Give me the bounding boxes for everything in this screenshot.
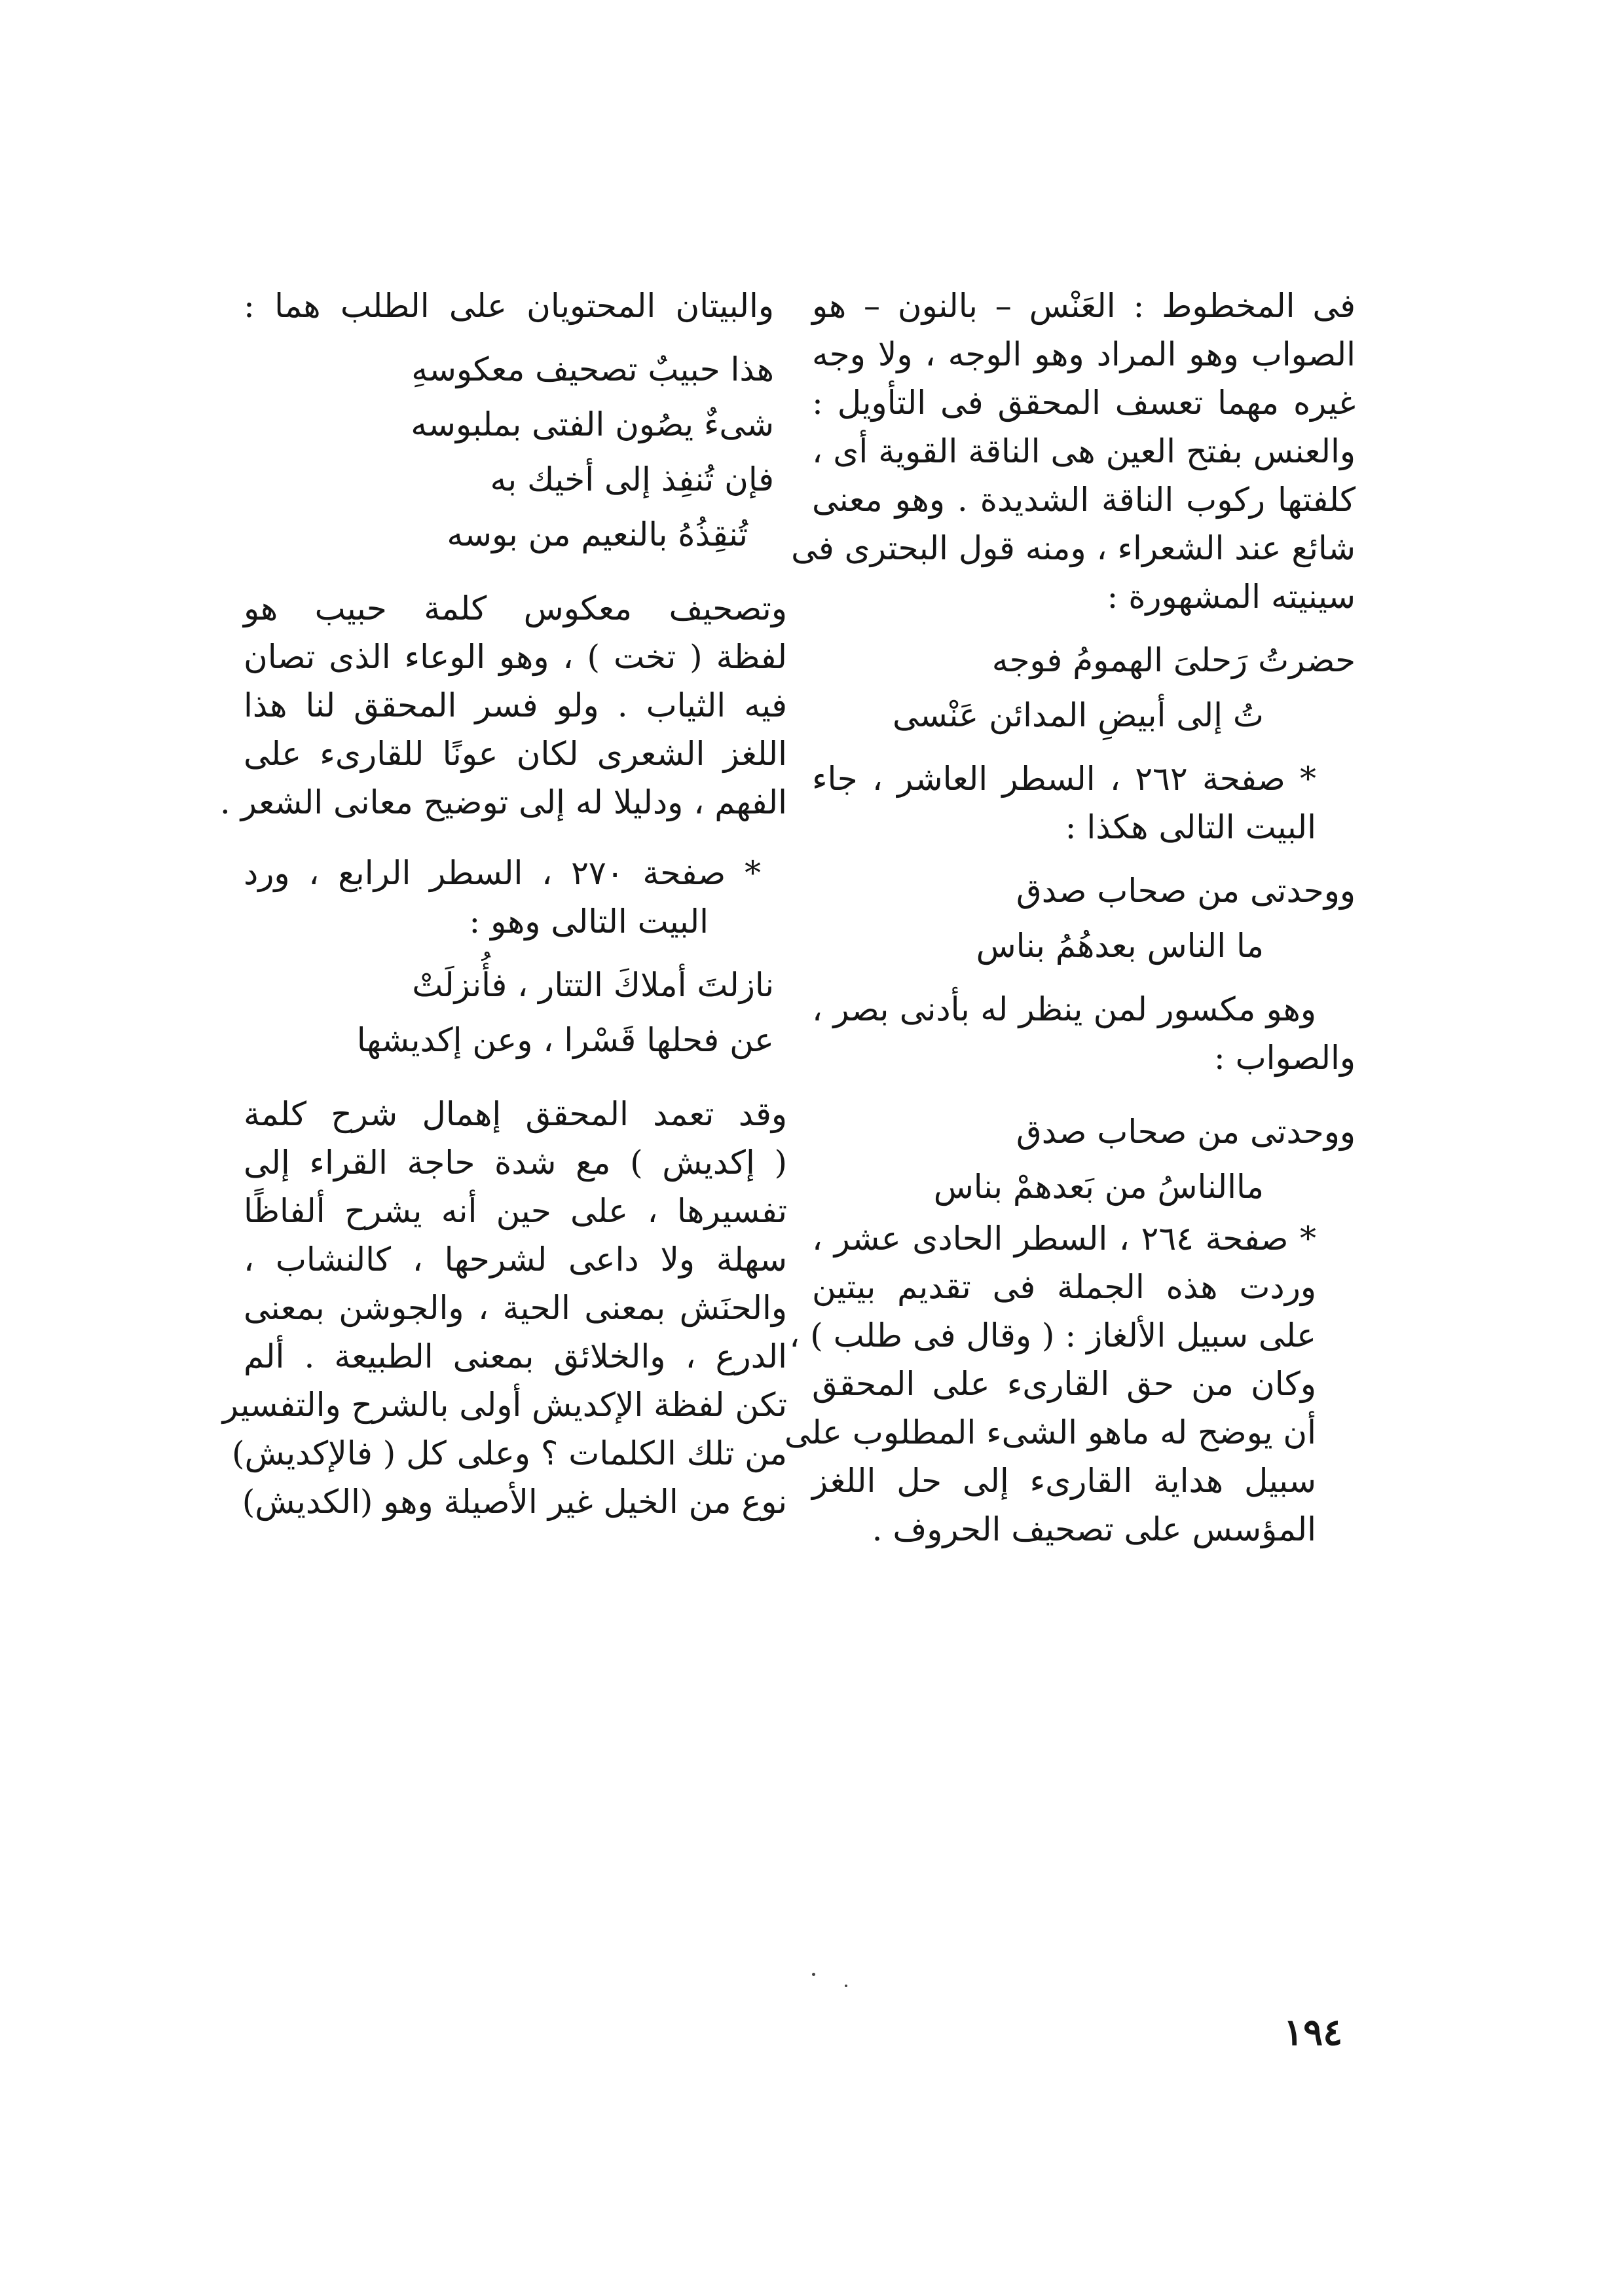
note-line: وهو مكسور لمن ينظر له بأدنى بصر ، bbox=[812, 990, 1316, 1028]
verse-line: حضرتُ رَحلىَ الهمومُ فوجه bbox=[991, 641, 1356, 679]
text-line: من تلك الكلمات ؟ وعلى كل ( فالإكديش) bbox=[232, 1434, 787, 1472]
text-line: ( إكديش ) مع شدة حاجة القراء إلى bbox=[244, 1144, 787, 1182]
note-line: سبيل هداية القارىء إلى حل اللغز bbox=[812, 1462, 1316, 1500]
verse-line: نازلتَ أملاكَ التتار ، فأُنزلَتْ bbox=[412, 966, 774, 1004]
text-line: نوع من الخيل غير الأصيلة وهو (الكديش) bbox=[242, 1483, 787, 1521]
scan-speck bbox=[845, 1985, 847, 1987]
verse-line: ووحدتى من صحاب صدق bbox=[1016, 1113, 1356, 1151]
text-line: تفسيرها ، على حين أنه يشرح ألفاظًا bbox=[244, 1192, 787, 1230]
text-line: سينيته المشهورة : bbox=[1107, 578, 1356, 616]
verse-line: هذا حبيبٌ تصحيف معكوسهِ bbox=[411, 350, 774, 388]
note-line: * صفحة ٢٦٤ ، السطر الحادى عشر ، bbox=[812, 1220, 1316, 1258]
note-line: البيت التالى وهو : bbox=[469, 903, 709, 941]
text-line: لفظة ( تخت ) ، وهو الوعاء الذى تصان bbox=[244, 638, 787, 676]
text-line: وتصحيف معكوس كلمة حبيب هو bbox=[244, 589, 787, 627]
page-number: ١٩٤ bbox=[1283, 2011, 1343, 2054]
text-line: الصواب وهو المراد وهو الوجه ، ولا وجه bbox=[812, 335, 1356, 373]
verse-line: ماالناسُ من بَعدهمْ بناس bbox=[933, 1168, 1264, 1206]
right-column bbox=[784, 282, 1356, 1554]
note-line: وكان من حق القارىء على المحقق bbox=[812, 1365, 1316, 1403]
verse-line: عن فحلها قَسْرا ، وعن إكديشها bbox=[356, 1021, 774, 1059]
verse-line: تُ إلى أبيضِ المدائن عَنْسى bbox=[893, 696, 1264, 734]
note-line: وردت هذه الجملة فى تقديم بيتين bbox=[812, 1268, 1316, 1306]
text-line: فى المخطوط : العَنْس – بالنون – هو bbox=[812, 287, 1356, 325]
text-line: سهلة ولا داعى لشرحها ، كالنشاب ، bbox=[244, 1241, 787, 1278]
text-line: كلفتها ركوب الناقة الشديدة . وهو معنى bbox=[812, 481, 1356, 519]
scan-speck bbox=[812, 1973, 815, 1976]
note-line: أن يوضح له ماهو الشىء المطلوب على bbox=[784, 1413, 1316, 1451]
verse-line: تُنقِذُهُ بالنعيم من بوسه bbox=[447, 515, 748, 553]
left-column bbox=[219, 282, 787, 1526]
note-line: * صفحة ٢٧٠ ، السطر الرابع ، ورد bbox=[244, 854, 761, 892]
text-line: الفهم ، ودليلا له إلى توضيح معانى الشعر . bbox=[219, 783, 787, 821]
text-line: الدرع ، والخلائق بمعنى الطبيعة . ألم bbox=[244, 1337, 787, 1375]
note-line: على سبيل الألغاز : ( وقال فى طلب ) ، bbox=[789, 1316, 1316, 1354]
text-line: شائع عند الشعراء ، ومنه قول البحترى فى bbox=[791, 529, 1356, 567]
note-line: والصواب : bbox=[1213, 1039, 1356, 1077]
text-line: وقد تعمد المحقق إهمال شرح كلمة bbox=[244, 1095, 787, 1133]
verse-line: فإن تُنفِذ إلى أخيك به bbox=[490, 460, 774, 498]
text-line: فيه الثياب . ولو فسر المحقق لنا هذا bbox=[244, 686, 787, 724]
note-line: * صفحة ٢٦٢ ، السطر العاشر ، جاء bbox=[812, 760, 1316, 798]
text-line: تكن لفظة الإكديش أولى بالشرح والتفسير bbox=[222, 1386, 787, 1424]
verse-line: ووحدتى من صحاب صدق bbox=[1016, 872, 1356, 910]
text-line: والحنَش بمعنى الحية ، والجوشن بمعنى bbox=[244, 1289, 787, 1327]
intro-line: والبيتان المحتويان على الطلب هما : bbox=[244, 287, 774, 325]
text-line: اللغز الشعرى لكان عونًا للقارىء على bbox=[244, 735, 787, 773]
verse-line: شىءٌ يصُون الفتى بملبوسه bbox=[411, 405, 774, 443]
text-line: غيره مهما تعسف المحقق فى التأويل : bbox=[812, 384, 1356, 422]
text-line: والعنس بفتح العين هى الناقة القوية أى ، bbox=[812, 432, 1356, 470]
note-line: البيت التالى هكذا : bbox=[1065, 808, 1316, 846]
verse-line: ما الناس بعدهُمُ بناس bbox=[976, 927, 1264, 965]
note-line: المؤسس على تصحيف الحروف . bbox=[872, 1510, 1316, 1548]
